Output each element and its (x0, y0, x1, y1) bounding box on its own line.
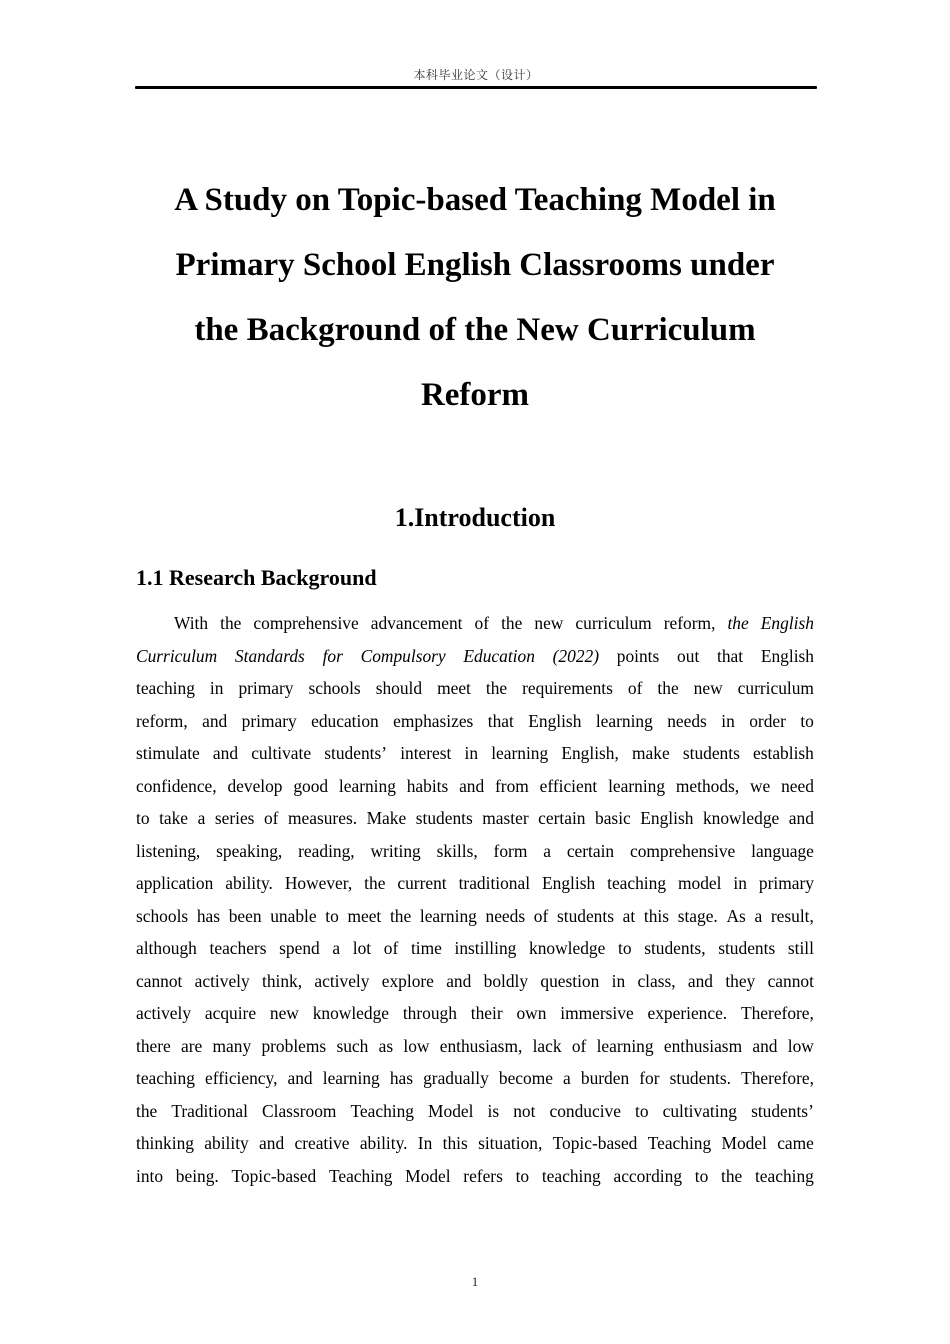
paragraph-line: With the comprehensive advancement of the new curriculum reform, the English (174, 613, 814, 633)
subsection-heading: 1.1 Research Background (136, 565, 377, 590)
paragraph-line: actively acquire new knowledge through their own immersive experience. Therefore, (136, 1003, 814, 1023)
paragraph-line: schools has been unable to meet the learning needs of students at this stage. As a result, (136, 905, 814, 926)
title-line: Reform (420, 377, 530, 413)
paragraph-line: to take a series of measures. Make students master certain basic English knowledge and (136, 808, 814, 828)
section-heading: 1.Introduction (394, 503, 556, 532)
paragraph-line: there are many problems such as low enthusiasm, lack of learning enthusiasm and low (136, 1035, 814, 1056)
page-number: 1 (471, 1274, 479, 1289)
paragraph-line: cannot actively think, actively explore and boldly question in class, and they cannot (136, 970, 814, 991)
paragraph-line: teaching in primary schools should meet the requirements of the new curriculum (136, 678, 814, 698)
running-header-title: 本科毕业论文（设计） (413, 68, 539, 82)
paragraph-line: teaching efficiency, and learning has gradually become a burden for students. Therefore, (136, 1068, 814, 1088)
paragraph-line: application ability. However, the current traditional English teaching model in primary (136, 873, 814, 893)
paragraph-line: Curriculum Standards for Compulsory Education (2022) points out that English (136, 645, 814, 666)
paper-title (136, 168, 814, 428)
header-rule (135, 86, 817, 89)
paragraph-line: listening, speaking, reading, writing skills, form a certain comprehensive language (136, 840, 814, 861)
title-line: the Background of the New Curriculum (194, 312, 756, 348)
paragraph-line: stimulate and cultivate students’ interest in learning English, make students establish (136, 743, 814, 763)
paragraph-line: into being. Topic-based Teaching Model refers to teaching according to the teaching (136, 1165, 814, 1186)
paragraph-line: the Traditional Classroom Teaching Model is not conducive to cultivating students’ (136, 1100, 814, 1121)
paragraph-line: confidence, develop good learning habits and from efficient learning methods, we need (136, 775, 814, 796)
body-paragraph (136, 607, 814, 1192)
paragraph-line: although teachers spend a lot of time instilling knowledge to students, students still (136, 938, 814, 958)
page-header (135, 66, 817, 84)
title-line: A Study on Topic-based Teaching Model in (174, 182, 776, 218)
paragraph-line: thinking ability and creative ability. In this situation, Topic-based Teaching Model came (136, 1133, 814, 1153)
paragraph-line: reform, and primary education emphasizes that English learning needs in order to (136, 710, 814, 731)
title-line: Primary School English Classrooms under (175, 247, 775, 283)
